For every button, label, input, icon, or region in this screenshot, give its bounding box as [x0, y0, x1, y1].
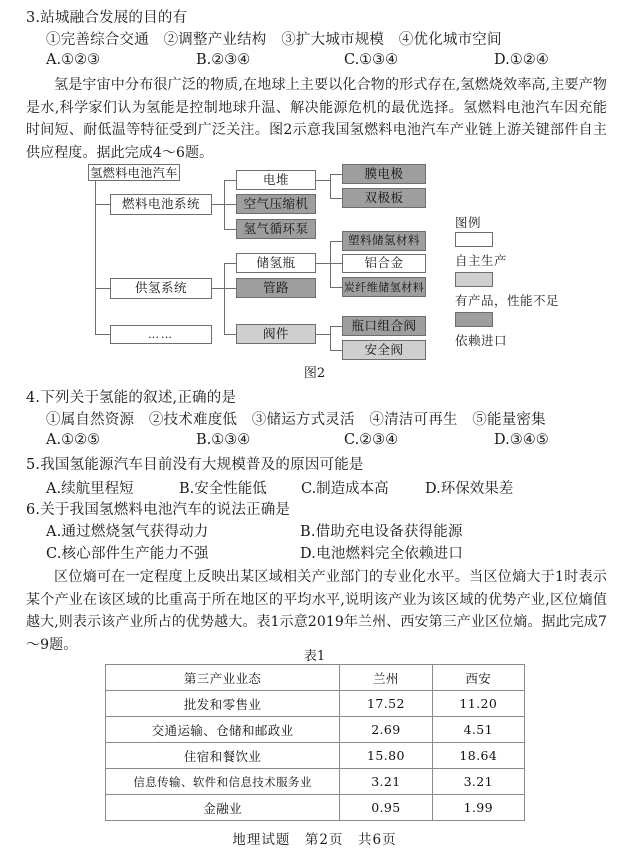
connector-stack-bracket: [330, 174, 331, 198]
legend-swatch-self-produced: [455, 232, 493, 247]
node-hydrogen-circulation-pump: 氢气循环泵: [236, 219, 316, 239]
connector-tank-bracket: [330, 241, 331, 287]
question-4-options: [46, 432, 606, 448]
q3-option-d[interactable]: D.①②④: [494, 52, 549, 68]
question-4-stem: 4.下列关于氢能的叙述,正确的是: [26, 390, 237, 406]
connector-valve-bracket: [330, 326, 331, 350]
q3-option-c[interactable]: C.①③④: [344, 52, 399, 68]
node-plastic-storage-material: 塑料储氢材料: [342, 231, 426, 251]
connector-stack-to-bipolar: [330, 198, 342, 199]
legend-swatch-imported: [455, 312, 493, 327]
row-label: 住宿和餐饮业: [106, 743, 340, 769]
node-root: 氢燃料电池汽车: [88, 164, 180, 181]
cell-lanzhou: 2.69: [340, 717, 432, 743]
table-row: [106, 717, 525, 743]
question-3-items: ①完善综合交通 ②调整产业结构 ③扩大城市规模 ④优化城市空间: [46, 32, 502, 48]
legend-title: 图例: [455, 215, 482, 230]
node-air-compressor: 空气压缩机: [236, 194, 316, 214]
node-aluminum-alloy: 铝合金: [342, 254, 426, 273]
connector-root-to-l1-a: [95, 204, 110, 205]
node-safety-valve: 安全阀: [342, 340, 426, 360]
connector-stack-stub: [316, 180, 330, 181]
q3-option-b[interactable]: B.②③④: [196, 52, 251, 68]
q4-option-c[interactable]: C.②③④: [344, 432, 399, 448]
node-stack: 电堆: [236, 170, 316, 190]
legend-label-imported: 依赖进口: [455, 333, 508, 348]
figure-2-caption: 图2: [303, 366, 326, 381]
figure-2-diagram: [0, 162, 629, 358]
question-4-items: ①属自然资源 ②技术难度低 ③储运方式灵活 ④清洁可再生 ⑤能量密集: [46, 412, 546, 428]
table-header-industry: 第三产业业态: [106, 665, 340, 691]
q4-option-d[interactable]: D.③④⑤: [494, 432, 549, 448]
legend-swatch-insufficient: [455, 272, 493, 287]
connector-fcs-to-pump: [224, 229, 236, 230]
node-membrane-electrode: 膜电极: [342, 164, 426, 184]
cell-xian: 1.99: [432, 795, 524, 821]
row-label: 批发和零售业: [106, 691, 340, 717]
node-carbon-fiber-storage-material: 炭纤维储氢材料: [342, 277, 426, 297]
connector-tank-to-alu: [330, 263, 342, 264]
node-bottle-combination-valve: 瓶口组合阀: [342, 316, 426, 336]
question-6-stem: 6.关于我国氢燃料电池汽车的说法正确是: [26, 502, 291, 518]
passage-hydrogen: 氢是宇宙中分布很广泛的物质,在地球上主要以化合物的形式存在,氢燃烧效率高,主要产物是水,科学家们认为氢能是控制地球升温、解决能源危机的最优选择。氢燃料电池汽车因充能时间短、耐低温等特征受到广泛关注。图2示意我国氢燃料电池汽车产业链上游关键部件自主供应程度。据此完成4～6题。: [26, 77, 607, 161]
connector-root-to-l1-c: [95, 334, 110, 335]
node-hydrogen-supply-system: 供氢系统: [110, 278, 212, 299]
connector-hss-to-pipe: [224, 288, 236, 289]
row-label: 信息传输、软件和信息技术服务业: [106, 769, 340, 795]
table-row: [106, 769, 525, 795]
cell-xian: 11.20: [432, 691, 524, 717]
cell-lanzhou: 15.80: [340, 743, 432, 769]
node-ellipsis: ……: [110, 325, 212, 344]
node-valve: 阀件: [236, 324, 316, 344]
connector-hss-to-tank: [224, 263, 236, 264]
table-header-lanzhou: 兰州: [340, 665, 432, 691]
connector-stack-to-membrane: [330, 174, 342, 175]
table-header-xian: 西安: [432, 665, 524, 691]
question-3-options: [46, 52, 606, 68]
connector-valve-stub: [316, 334, 330, 335]
connector-valve-to-safety: [330, 350, 342, 351]
q5-option-b[interactable]: B.安全性能低: [179, 481, 267, 497]
q4-option-b[interactable]: B.①③④: [196, 432, 251, 448]
q6-option-c[interactable]: C.核心部件生产能力不强: [46, 546, 209, 562]
node-pipeline: 管路: [236, 278, 316, 298]
table-1-caption: 表1: [303, 649, 326, 664]
connector-tank-to-plastic: [330, 241, 342, 242]
table-header-row: [106, 665, 525, 691]
cell-xian: 3.21: [432, 769, 524, 795]
q3-option-a[interactable]: A.①②③: [46, 52, 101, 68]
q4-option-a[interactable]: A.①②⑤: [46, 432, 101, 448]
cell-xian: 18.64: [432, 743, 524, 769]
connector-tank-to-carbon: [330, 287, 342, 288]
q6-option-d[interactable]: D.电池燃料完全依赖进口: [300, 546, 464, 562]
passage-location-quotient: 区位熵可在一定程度上反映出某区域相关产业部门的专业化水平。当区位熵大于1时表示某个产业在该区域的比重高于所在地区的平均水平,说明该产业为该区域的优势产业,区位熵值越大,则表示该产业所占的优势越大。表1示意2019年兰州、西安第三产业区位熵。据此完成7～9题。: [26, 569, 607, 653]
cell-lanzhou: 3.21: [340, 769, 432, 795]
node-bipolar-plate: 双极板: [342, 188, 426, 208]
question-3-stem: 3.站城融合发展的目的有: [26, 10, 188, 26]
q6-option-a[interactable]: A.通过燃烧氢气获得动力: [46, 524, 209, 540]
table-row: [106, 691, 525, 717]
node-fuel-cell-system: 燃料电池系统: [110, 194, 212, 215]
q5-option-d[interactable]: D.环保效果差: [425, 481, 514, 497]
node-hydrogen-tank: 储氢瓶: [236, 253, 316, 273]
q6-option-b[interactable]: B.借助充电设备获得能源: [300, 524, 463, 540]
q5-option-a[interactable]: A.续航里程短: [46, 481, 134, 497]
connector-root-to-l1-b: [95, 288, 110, 289]
connector-valve-to-bottlevalve: [330, 326, 342, 327]
connector-fcs-to-compressor: [224, 204, 236, 205]
connector-fcs-to-stack: [224, 180, 236, 181]
table-row: [106, 795, 525, 821]
legend-label-insufficient: 有产品，性能不足: [455, 293, 560, 308]
connector-fcs-stub: [212, 204, 224, 205]
question-5-options: [46, 477, 606, 498]
row-label: 金融业: [106, 795, 340, 821]
legend-label-self-produced: 自主生产: [455, 253, 508, 268]
page-footer: 地理试题 第2页 共6页: [232, 832, 397, 848]
connector-tank-stub: [316, 263, 330, 264]
cell-xian: 4.51: [432, 717, 524, 743]
q5-option-c[interactable]: C.制造成本高: [301, 481, 389, 497]
table-1: [105, 664, 525, 821]
connector-hss-to-valve: [224, 334, 236, 335]
table-row: [106, 743, 525, 769]
row-label: 交通运输、仓储和邮政业: [106, 717, 340, 743]
question-5-stem: 5.我国氢能源汽车目前没有大规模普及的原因可能是: [26, 457, 364, 473]
cell-lanzhou: 17.52: [340, 691, 432, 717]
cell-lanzhou: 0.95: [340, 795, 432, 821]
connector-hss-stub: [212, 288, 224, 289]
connector-hss-bracket: [224, 263, 225, 334]
